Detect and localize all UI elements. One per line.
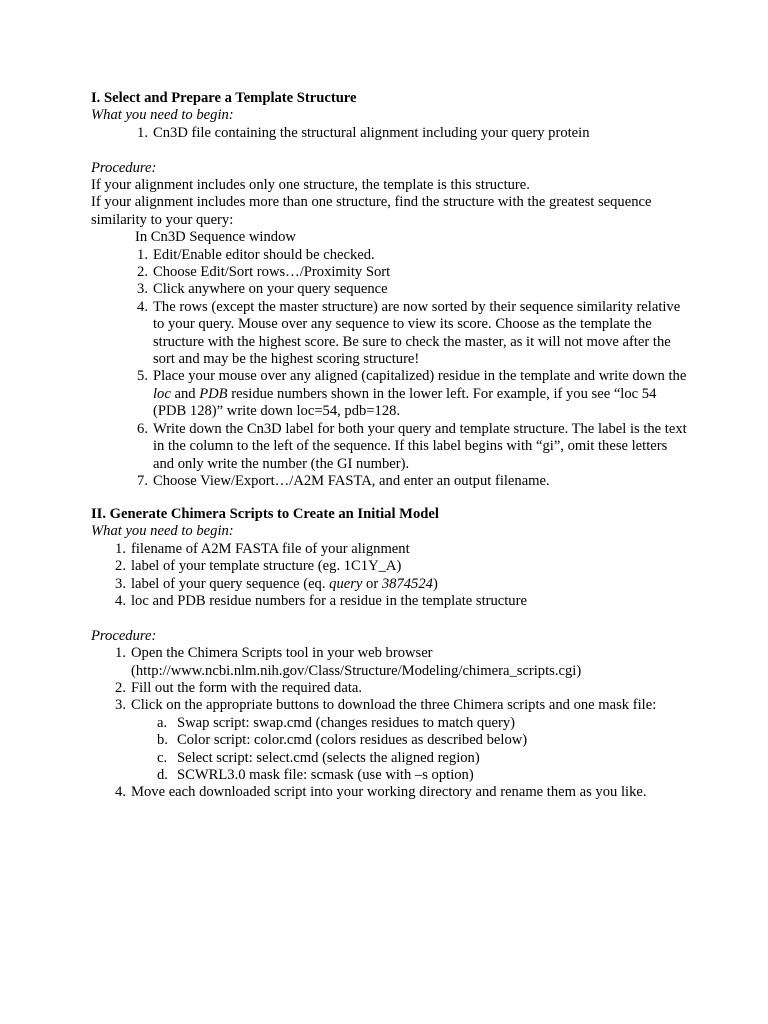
section-heading: II. Generate Chimera Scripts to Create an Initial Model (91, 506, 439, 522)
list-item (91, 750, 691, 767)
window-line: In Cn3D Sequence window (135, 229, 296, 246)
list-item (91, 732, 691, 749)
need-list (91, 541, 691, 611)
sub-list (91, 715, 691, 785)
list-item (91, 680, 691, 697)
paragraph: If your alignment includes more than one structure, find the structure with the greatest sequence similarity to your query: (91, 194, 652, 228)
list-item (91, 767, 691, 784)
item-number: 5. (137, 368, 148, 385)
list-item (91, 558, 691, 575)
item-number: 4. (115, 593, 126, 610)
procedure-label: Procedure: (91, 159, 157, 176)
item-text: SCWRL3.0 mask file: scmask (use with –s option) (177, 767, 474, 784)
item-text: label of your template structure (eg. 1C1Y_A) (131, 558, 402, 575)
item-number: 2. (137, 264, 148, 281)
list-item (91, 125, 691, 142)
item-letter: b. (157, 732, 168, 749)
item-text: Select script: select.cmd (selects the aligned region) (177, 749, 480, 766)
list-item (91, 645, 691, 680)
list-item (91, 541, 691, 558)
item-number: 6. (137, 420, 148, 437)
item-text: Click anywhere on your query sequence (153, 281, 388, 298)
procedure-list-continued (91, 784, 691, 801)
item-text: Cn3D file containing the structural alignment including your query protein (153, 124, 590, 141)
item-text: Color script: color.cmd (colors residues as described below) (177, 732, 528, 749)
section-template-structure (91, 90, 691, 490)
item-text: loc and PDB residue numbers for a residue in the template structure (131, 593, 527, 610)
list-item (91, 784, 691, 801)
item-text: The rows (except the master structure) are now sorted by their sequence similarity relative to your query. Mouse over any sequence to view its score. Choose as the template the structure with the highest score. Be sure to check the master, as it will not move after the sort and may be the highest scoring structure! (153, 298, 681, 368)
url-text: (http://www.ncbi.nlm.nih.gov/Class/Structure/Modeling/chimera_scripts.cgi) (131, 662, 582, 679)
item-number: 1. (137, 246, 148, 263)
item-number: 1. (115, 540, 126, 557)
item-number: 3. (115, 697, 126, 714)
item-text: Write down the Cn3D label for both your query and template structure. The label is the text in the column to the left of the sequence. If this label begins with “gi”, omit these letters and only write the number (the GI number). (153, 420, 687, 472)
list-item (91, 593, 691, 610)
section-heading: I. Select and Prepare a Template Structure (91, 90, 357, 106)
paragraph: If your alignment includes only one structure, the template is this structure. (91, 177, 530, 194)
item-text: Fill out the form with the required data. (131, 680, 363, 697)
item-number: 1. (115, 645, 126, 662)
list-item (91, 264, 691, 281)
item-text: Open the Chimera Scripts tool in your web browser (http://www.ncbi.nlm.nih.gov/Class/Structure/Modeling/chimera_scripts.cgi) (131, 645, 582, 679)
list-item (91, 697, 691, 714)
list-item (91, 299, 691, 369)
procedure-label: Procedure: (91, 627, 157, 644)
item-text: Edit/Enable editor should be checked. (153, 246, 375, 263)
list-item (91, 576, 691, 593)
need-list (91, 125, 691, 142)
item-text: label of your query sequence (eq. query or 3874524) (131, 575, 438, 592)
item-number: 2. (115, 558, 126, 575)
item-text: filename of A2M FASTA file of your alignment (131, 540, 410, 557)
item-number: 2. (115, 680, 126, 697)
list-item (91, 421, 691, 473)
item-text: Swap script: swap.cmd (changes residues to match query) (177, 714, 515, 731)
item-text: Choose View/Export…/A2M FASTA, and enter an output filename. (153, 472, 550, 489)
need-label: What you need to begin: (91, 107, 234, 124)
procedure-list (91, 247, 691, 491)
item-number: 3. (137, 281, 148, 298)
need-label: What you need to begin: (91, 523, 234, 540)
list-item (91, 715, 691, 732)
list-item (91, 473, 691, 490)
item-letter: a. (157, 714, 168, 731)
item-letter: d. (157, 767, 168, 784)
list-item (91, 281, 691, 298)
item-number: 7. (137, 472, 148, 489)
item-number: 4. (137, 298, 148, 315)
item-number: 3. (115, 575, 126, 592)
item-text: Move each downloaded script into your working directory and rename them as you like. (131, 784, 647, 801)
item-number: 4. (115, 784, 126, 801)
item-number: 1. (137, 124, 148, 141)
item-text: Place your mouse over any aligned (capitalized) residue in the template and write down the loc and PDB residue numbers shown in the lower left. For example, if you see “loc 54 (PDB 128)” write down loc=54, pdb=128. (153, 368, 687, 420)
procedure-list (91, 645, 691, 715)
list-item (91, 247, 691, 264)
section-chimera-scripts (91, 506, 691, 802)
item-text: Click on the appropriate buttons to download the three Chimera scripts and one mask file: (131, 697, 657, 714)
item-text: Choose Edit/Sort rows…/Proximity Sort (153, 264, 391, 281)
item-letter: c. (157, 749, 168, 766)
list-item (91, 368, 691, 420)
